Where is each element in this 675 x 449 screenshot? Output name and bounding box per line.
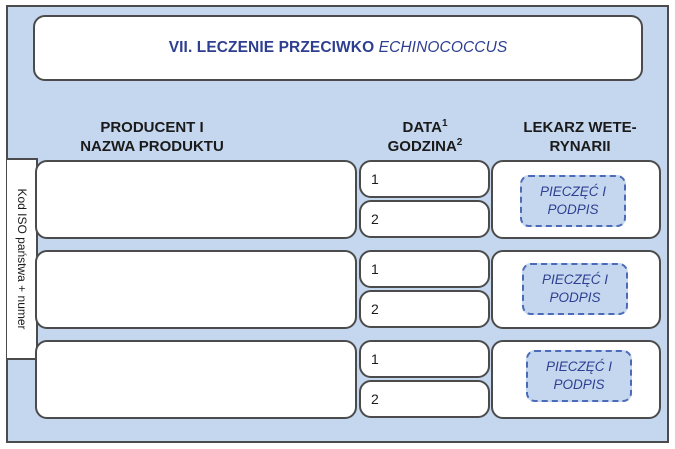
- date-time-header: [370, 118, 480, 156]
- time-footnote: 2: [456, 137, 463, 148]
- date-field-1[interactable]: [359, 160, 490, 198]
- date-label: DATA: [402, 119, 442, 136]
- time-field-3[interactable]: [359, 380, 490, 418]
- producer-header-line1: PRODUCENT I: [100, 119, 204, 136]
- vet-header-line1: LEKARZ WETE-: [523, 119, 637, 136]
- producer-header: [52, 118, 252, 156]
- stamp-signature-placeholder-1: [520, 175, 626, 227]
- time-header: [370, 137, 480, 156]
- time-field-1[interactable]: [359, 200, 490, 238]
- section-title-italic: ECHINOCOCCUS: [378, 39, 508, 56]
- time-label: GODZINA: [387, 138, 457, 155]
- producer-header-line2: NAZWA PRODUKTU: [80, 138, 224, 155]
- side-tab: [7, 158, 38, 360]
- date-header: [370, 118, 480, 137]
- product-field-3[interactable]: [35, 340, 357, 419]
- section-title: [169, 39, 508, 57]
- product-field-1[interactable]: [35, 160, 357, 239]
- stamp-line2: PODPIS: [553, 377, 605, 392]
- date-field-2[interactable]: [359, 250, 490, 288]
- time-number: 2: [371, 391, 379, 407]
- date-number: 1: [371, 261, 379, 277]
- time-number: 2: [371, 301, 379, 317]
- stamp-line1: PIECZĘĆ I: [541, 272, 608, 287]
- side-label: Kod ISO państwa + numer: [14, 188, 29, 330]
- stamp-line1: PIECZĘĆ I: [539, 184, 606, 199]
- stamp-line2: PODPIS: [549, 290, 601, 305]
- vet-header-line2: RYNARII: [549, 138, 611, 155]
- time-number: 2: [371, 211, 379, 227]
- vet-header: [495, 118, 665, 156]
- section-title-prefix: VII. LECZENIE PRZECIWKO: [168, 39, 375, 56]
- time-field-2[interactable]: [359, 290, 490, 328]
- product-field-2[interactable]: [35, 250, 357, 329]
- date-number: 1: [371, 351, 379, 367]
- section-title-box: [33, 15, 643, 81]
- stamp-signature-placeholder-3: [526, 350, 632, 402]
- stamp-signature-placeholder-2: [522, 263, 628, 315]
- stamp-line1: PIECZĘĆ I: [545, 359, 612, 374]
- date-number: 1: [371, 171, 379, 187]
- date-field-3[interactable]: [359, 340, 490, 378]
- stamp-line2: PODPIS: [547, 202, 599, 217]
- date-footnote: 1: [441, 118, 448, 129]
